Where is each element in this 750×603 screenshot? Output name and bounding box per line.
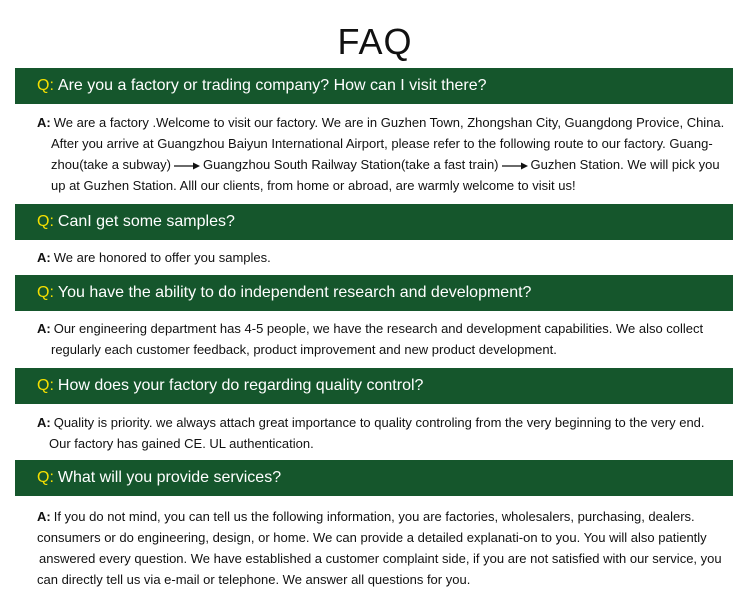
faq-answer bbox=[37, 506, 737, 590]
faq-question-bar bbox=[15, 68, 733, 104]
answer-text: Guangzhou South Railway Station(take a fast train) bbox=[202, 157, 499, 172]
question-prefix: Q: bbox=[37, 77, 54, 94]
answer-prefix: A: bbox=[37, 115, 51, 130]
faq-question-bar bbox=[15, 204, 733, 240]
faq-question-bar bbox=[15, 460, 733, 496]
answer-line: can directly tell us via e-mail or telephone. We answer all questions for you. bbox=[37, 572, 471, 587]
faq-answer bbox=[37, 318, 737, 360]
faq-answer bbox=[37, 412, 737, 454]
question-text: You have the ability to do independent research and development? bbox=[57, 284, 532, 301]
answer-text: Guzhen Station. We will pick you bbox=[530, 157, 720, 172]
answer-line: Our factory has gained CE. UL authentication. bbox=[49, 436, 314, 451]
answer-line bbox=[37, 318, 737, 339]
answer-line bbox=[37, 506, 737, 527]
answer-prefix: A: bbox=[37, 250, 51, 265]
answer-line bbox=[37, 412, 737, 433]
answer-text: Our engineering department has 4-5 people, we have the research and development capabilities. We also collect bbox=[53, 321, 704, 336]
answer-line: up at Guzhen Station. Alll our clients, from home or abroad, are warmly welcome to visit us! bbox=[51, 178, 576, 193]
long-right-arrow-icon bbox=[174, 162, 200, 170]
question-prefix: Q: bbox=[37, 213, 54, 230]
answer-text: If you do not mind, you can tell us the following information, you are factories, wholesalers, purchasing, dealers. bbox=[53, 509, 695, 524]
answer-prefix: A: bbox=[37, 415, 51, 430]
faq-question-bar bbox=[15, 368, 733, 404]
question-text: CanI get some samples? bbox=[57, 213, 235, 230]
answer-text: Quality is priority. we always attach great importance to quality controling from the very beginning to the very end. bbox=[53, 415, 705, 430]
answer-line: After you arrive at Guangzhou Baiyun International Airport, please refer to the following route to our factory. Guang- bbox=[51, 136, 713, 151]
faq-answer bbox=[37, 112, 737, 196]
answer-line bbox=[37, 247, 737, 268]
answer-prefix: A: bbox=[37, 321, 51, 336]
answer-text: We are honored to offer you samples. bbox=[53, 250, 271, 265]
question-prefix: Q: bbox=[37, 469, 54, 486]
page-title: FAQ bbox=[337, 21, 413, 62]
answer-text: zhou(take a subway) bbox=[51, 157, 171, 172]
faq-answer bbox=[37, 247, 737, 268]
question-text: What will you provide services? bbox=[57, 469, 282, 486]
question-prefix: Q: bbox=[37, 377, 54, 394]
answer-line: answered every question. We have established a customer complaint side, if you are not satisfied with our service, you bbox=[39, 551, 722, 566]
question-text: Are you a factory or trading company? How can I visit there? bbox=[57, 77, 487, 94]
answer-line bbox=[37, 154, 737, 175]
faq-question-bar bbox=[15, 275, 733, 311]
answer-prefix: A: bbox=[37, 509, 51, 524]
answer-line: consumers or do engineering, design, or home. We can provide a detailed explanati-on to you. You will also patiently bbox=[37, 530, 707, 545]
question-prefix: Q: bbox=[37, 284, 54, 301]
question-text: How does your factory do regarding quality control? bbox=[57, 377, 424, 394]
answer-text: We are a factory .Welcome to visit our factory. We are in Guzhen Town, Zhongshan City, Guangdong Provice, China. bbox=[53, 115, 725, 130]
answer-line: regularly each customer feedback, product improvement and new product development. bbox=[51, 342, 557, 357]
answer-line bbox=[37, 112, 737, 133]
long-right-arrow-icon bbox=[502, 162, 528, 170]
